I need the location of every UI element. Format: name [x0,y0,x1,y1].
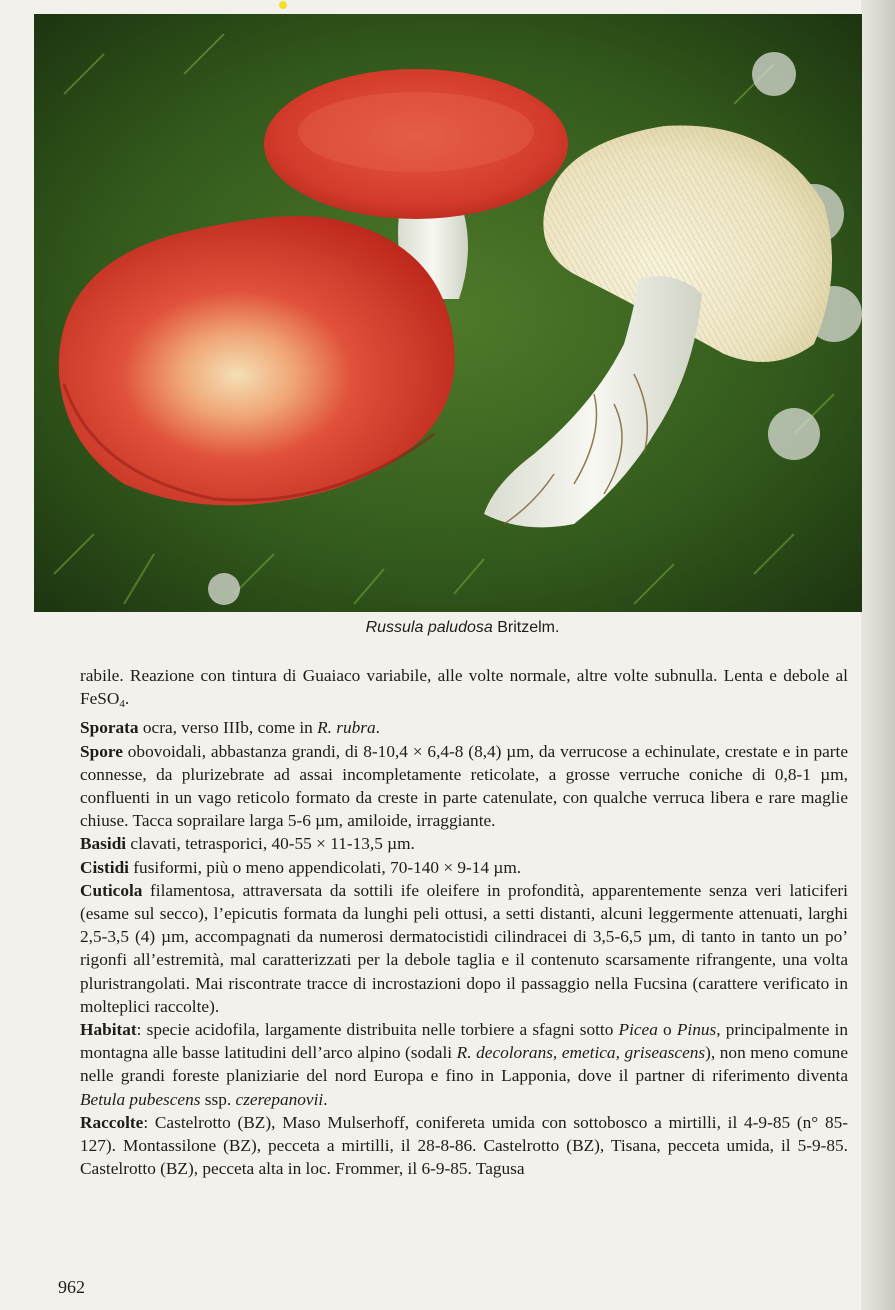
paragraph-raccolte [80,1111,848,1181]
mushroom-photo [34,14,862,612]
caption-author: Britzelm. [492,619,560,636]
intro-subscript: 4 [119,698,125,711]
paragraph-spore [80,740,848,833]
sporata-text: ocra, verso IIIb, come in [138,718,318,738]
paragraph-cuticola [80,879,848,1018]
habitat-italic-4: Betula pubescens [80,1089,201,1109]
spore-text: obovoidali, abbastanza grandi, di 8-10,4 × 6,4-8 (8,4) µm, da verrucose a echinulate, crestate e in parte connesse, da plurizebrate ad assai incompletamente reticolate, a grosse verruche coniche di 0,8-1 µm, confluenti in un vago reticolo formato da creste in parte catenulate, con qualche verruca libera e rare maglie chiuse. Tacca soprailare larga 5-6 µm, amiloide, irraggiante. [80,741,848,831]
habitat-italic-1: Picea [618,1020,658,1040]
photo-caption [0,619,895,637]
cuticola-heading: Cuticola [80,880,143,900]
basidi-text: clavati, tetrasporici, 40-55 × 11-13,5 µm. [126,834,415,854]
intro-text: rabile. Reazione con tintura di Guaiaco variabile, alle volte normale, altre volte subnulla. Lenta e debole al FeSO [80,666,848,709]
page-edge-shadow [861,0,895,1310]
habitat-italic-5: czerepanovii [235,1089,324,1109]
habitat-text-c: , principalmente in montagna alle basse latitudini dell’arco alpino (sodali [80,1020,848,1063]
sporata-end: . [375,718,380,738]
habitat-heading: Habitat [80,1020,137,1040]
cistidi-text: fusiformi, più o meno appendicolati, 70-140 × 9-14 µm. [128,857,522,877]
mushroom-illustration [34,14,862,612]
paragraph-habitat [80,1018,848,1111]
paragraph-sporata [80,716,848,739]
habitat-italic-2: Pinus [676,1020,717,1040]
sporata-heading: Sporata [80,718,139,738]
habitat-text-b: o [657,1020,677,1040]
spore-heading: Spore [80,741,123,761]
habitat-text-e: ssp. [200,1089,236,1109]
basidi-heading: Basidi [80,834,127,854]
caption-species: Russula paludosa [365,619,493,636]
habitat-text-a: : specie acidofila, largamente distribuita nelle torbiere a sfagni sotto [136,1020,619,1040]
intro-end: . [124,689,130,709]
habitat-italic-3: R. decolorans, emetica, griseascens [456,1043,706,1063]
description-text [80,664,848,1180]
cistidi-heading: Cistidi [80,857,129,877]
raccolte-heading: Raccolte [80,1112,144,1132]
yellow-dot-mark [279,1,287,9]
cuticola-text: filamentosa, attraversata da sottili ife oleifere in profondità, apparentemente senza veri laticiferi (esame sul secco), l’epicutis formata da lunghi peli ottusi, a setti distanti, alcuni leggermente attenuati, larghi 2,5-3,5 (4) µm, accompagnati da numerosi dermatocistidi cilindracei di 3,5-6,5 µm, di tanto in tanto un po’ rigonfi all’estremità, mal caratterizzati per la debole taglia e il contenuto scarsamente rifrangente, una volta pluristrangolati. Mai riscontrate tracce di incrostazioni dopo il passaggio nella Fucsina (carattere verificato in molteplici raccolte). [80,880,848,1016]
paragraph-cistidi [80,856,848,879]
paragraph-basidi [80,832,848,855]
habitat-text-d: ), non meno comune nelle grandi foreste planiziarie del nord Europa e fino in Lapponia, dove il partner di riferimento diventa [80,1043,848,1086]
habitat-text-f: . [323,1089,328,1109]
page-number: 962 [58,1277,85,1297]
raccolte-text: : Castelrotto (BZ), Maso Mulserhoff, conifereta umida con sottobosco a mirtilli, il 4-9-85 (n° 85-127). Montassilone (BZ), pecceta a mirtilli, il 28-8-86. Castelrotto (BZ), Tisana, pecceta umida, il 5-9-85. Castelrotto (BZ), pecceta alta in loc. Frommer, il 6-9-85. Tagusa [80,1112,848,1179]
paragraph-intro [80,664,848,716]
sporata-italic: R. rubra [317,718,376,738]
